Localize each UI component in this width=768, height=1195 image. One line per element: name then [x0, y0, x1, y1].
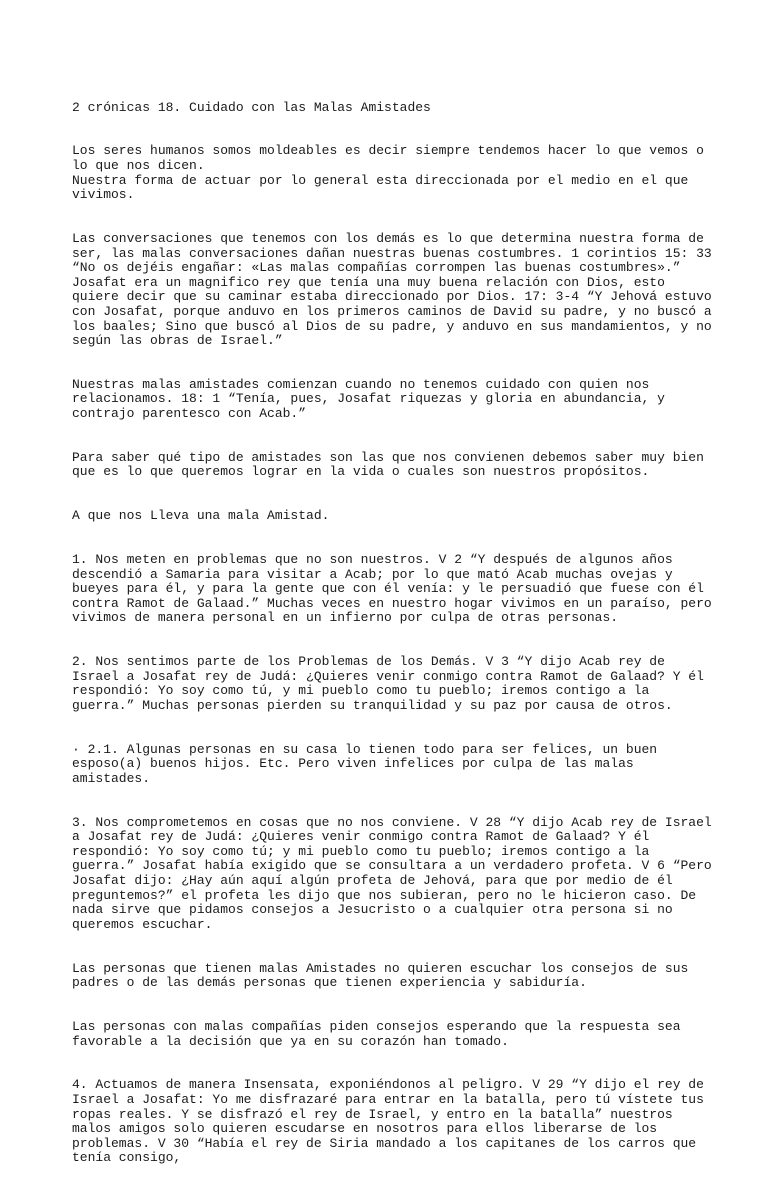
- point-2: 2. Nos sentimos parte de los Problemas de los Demás. V 3 “Y dijo Acab rey de Israel a Josafat rey de Judá: ¿Quieres venir conmigo contra Ramot de Galaad? Y él respondió: Yo soy como tú, y mi pueblo como tu pueblo; iremos contigo a la guerra.” Muchas personas pierden su tranquilidad y su paz por causa de otros.: [72, 654, 704, 713]
- section-heading: A que nos Lleva una mala Amistad.: [72, 508, 330, 524]
- paragraph-2: Las conversaciones que tenemos con los demás es lo que determina nuestra forma de ser, las malas conversaciones dañan nuestras buenas costumbres. 1 corintios 15: 33 “No os dejéis engañar: «Las malas compañías corrompen las buenas costumbres».” Josafat era un magnifico rey que tenía una muy buena relación con Dios, esto quiere decir que su caminar estaba direccionado por Dios. 17: 3-4 “Y Jehová estuvo con Josafat, porque anduvo en los primeros caminos de David su padre, y no buscó a los baales; Sino que buscó al Dios de su padre, y anduvo en sus mandamientos, y no según las obras de Israel.”: [72, 230, 712, 349]
- bullet-point-2-1: · 2.1. Algunas personas en su casa lo tienen todo para ser felices, un buen esposo(a) buenos hijos. Etc. Pero viven infelices por culpa de las malas amistades.: [72, 741, 658, 786]
- document-page: [72, 86, 712, 1195]
- paragraph-1: Los seres humanos somos moldeables es decir siempre tendemos hacer lo que vemos o lo que nos dicen. Nuestra forma de actuar por lo general esta direccionada por el medio en el que vivimos.: [72, 143, 704, 203]
- paragraph-companions: Las personas con malas compañías piden consejos esperando que la respuesta sea favorable a la decisión que ya en su corazón han tomado.: [72, 1019, 681, 1049]
- point-4: 4. Actuamos de manera Insensata, exponiéndonos al peligro. V 29 “Y dijo el rey de Israel a Josafat: Yo me disfrazaré para entrar en la batalla, pero tú vístete tus ropas reales. Y se disfrazó el rey de Israel, y entro en la batalla” nuestros malos amigos solo quieren escudarse en nosotros para ellos liberarse de los problemas. V 30 “Había el rey de Siria mandado a los capitanes de los carros que tenía consigo,: [72, 1077, 704, 1166]
- point-3: 3. Nos comprometemos en cosas que no nos conviene. V 28 “Y dijo Acab rey de Israel a Josafat rey de Judá: ¿Quieres venir conmigo contra Ramot de Galaad? Y él respondió: Yo soy como tú; y mi pueblo como tu pueblo; iremos contigo a la guerra.” Josafat había exigido que se consultara a un verdadero profeta. V 6 “Pero Josafat dijo: ¿Hay aún aquí algún profeta de Jehová, para que por medio de él preguntemos?” el profeta les dijo que nos subieran, pero no le hicieron caso. De nada sirve que pidamos consejos a Jesucristo o a cualquier otra persona si no queremos escuchar.: [72, 814, 712, 932]
- paragraph-3: Nuestras malas amistades comienzan cuando no tenemos cuidado con quien nos relacionamos. 18: 1 “Tenía, pues, Josafat riquezas y gloria en abundancia, y contrajo parentesco con Acab.”: [72, 376, 665, 422]
- paragraph-4: Para saber qué tipo de amistades son las que nos convienen debemos saber muy bien que es lo que queremos lograr en la vida o cuales son nuestros propósitos.: [72, 449, 704, 480]
- point-1: 1. Nos meten en problemas que no son nuestros. V 2 “Y después de algunos años descendió a Samaria para visitar a Acab; por lo que mató Acab muchas ovejas y bueyes para él, y para la gente que con él venía: y le persuadió que fuese con él contra Ramot de Galaad.” Muchas veces en nuestro hogar vivimos en un paraíso, pero vivimos de manera personal en un infierno por culpa de otras personas.: [72, 552, 712, 626]
- document-title: 2 crónicas 18. Cuidado con las Malas Amistades: [72, 99, 431, 115]
- paragraph-advice: Las personas que tienen malas Amistades no quieren escuchar los consejos de sus padres o de las demás personas que tienen experiencia y sabiduría.: [72, 960, 689, 991]
